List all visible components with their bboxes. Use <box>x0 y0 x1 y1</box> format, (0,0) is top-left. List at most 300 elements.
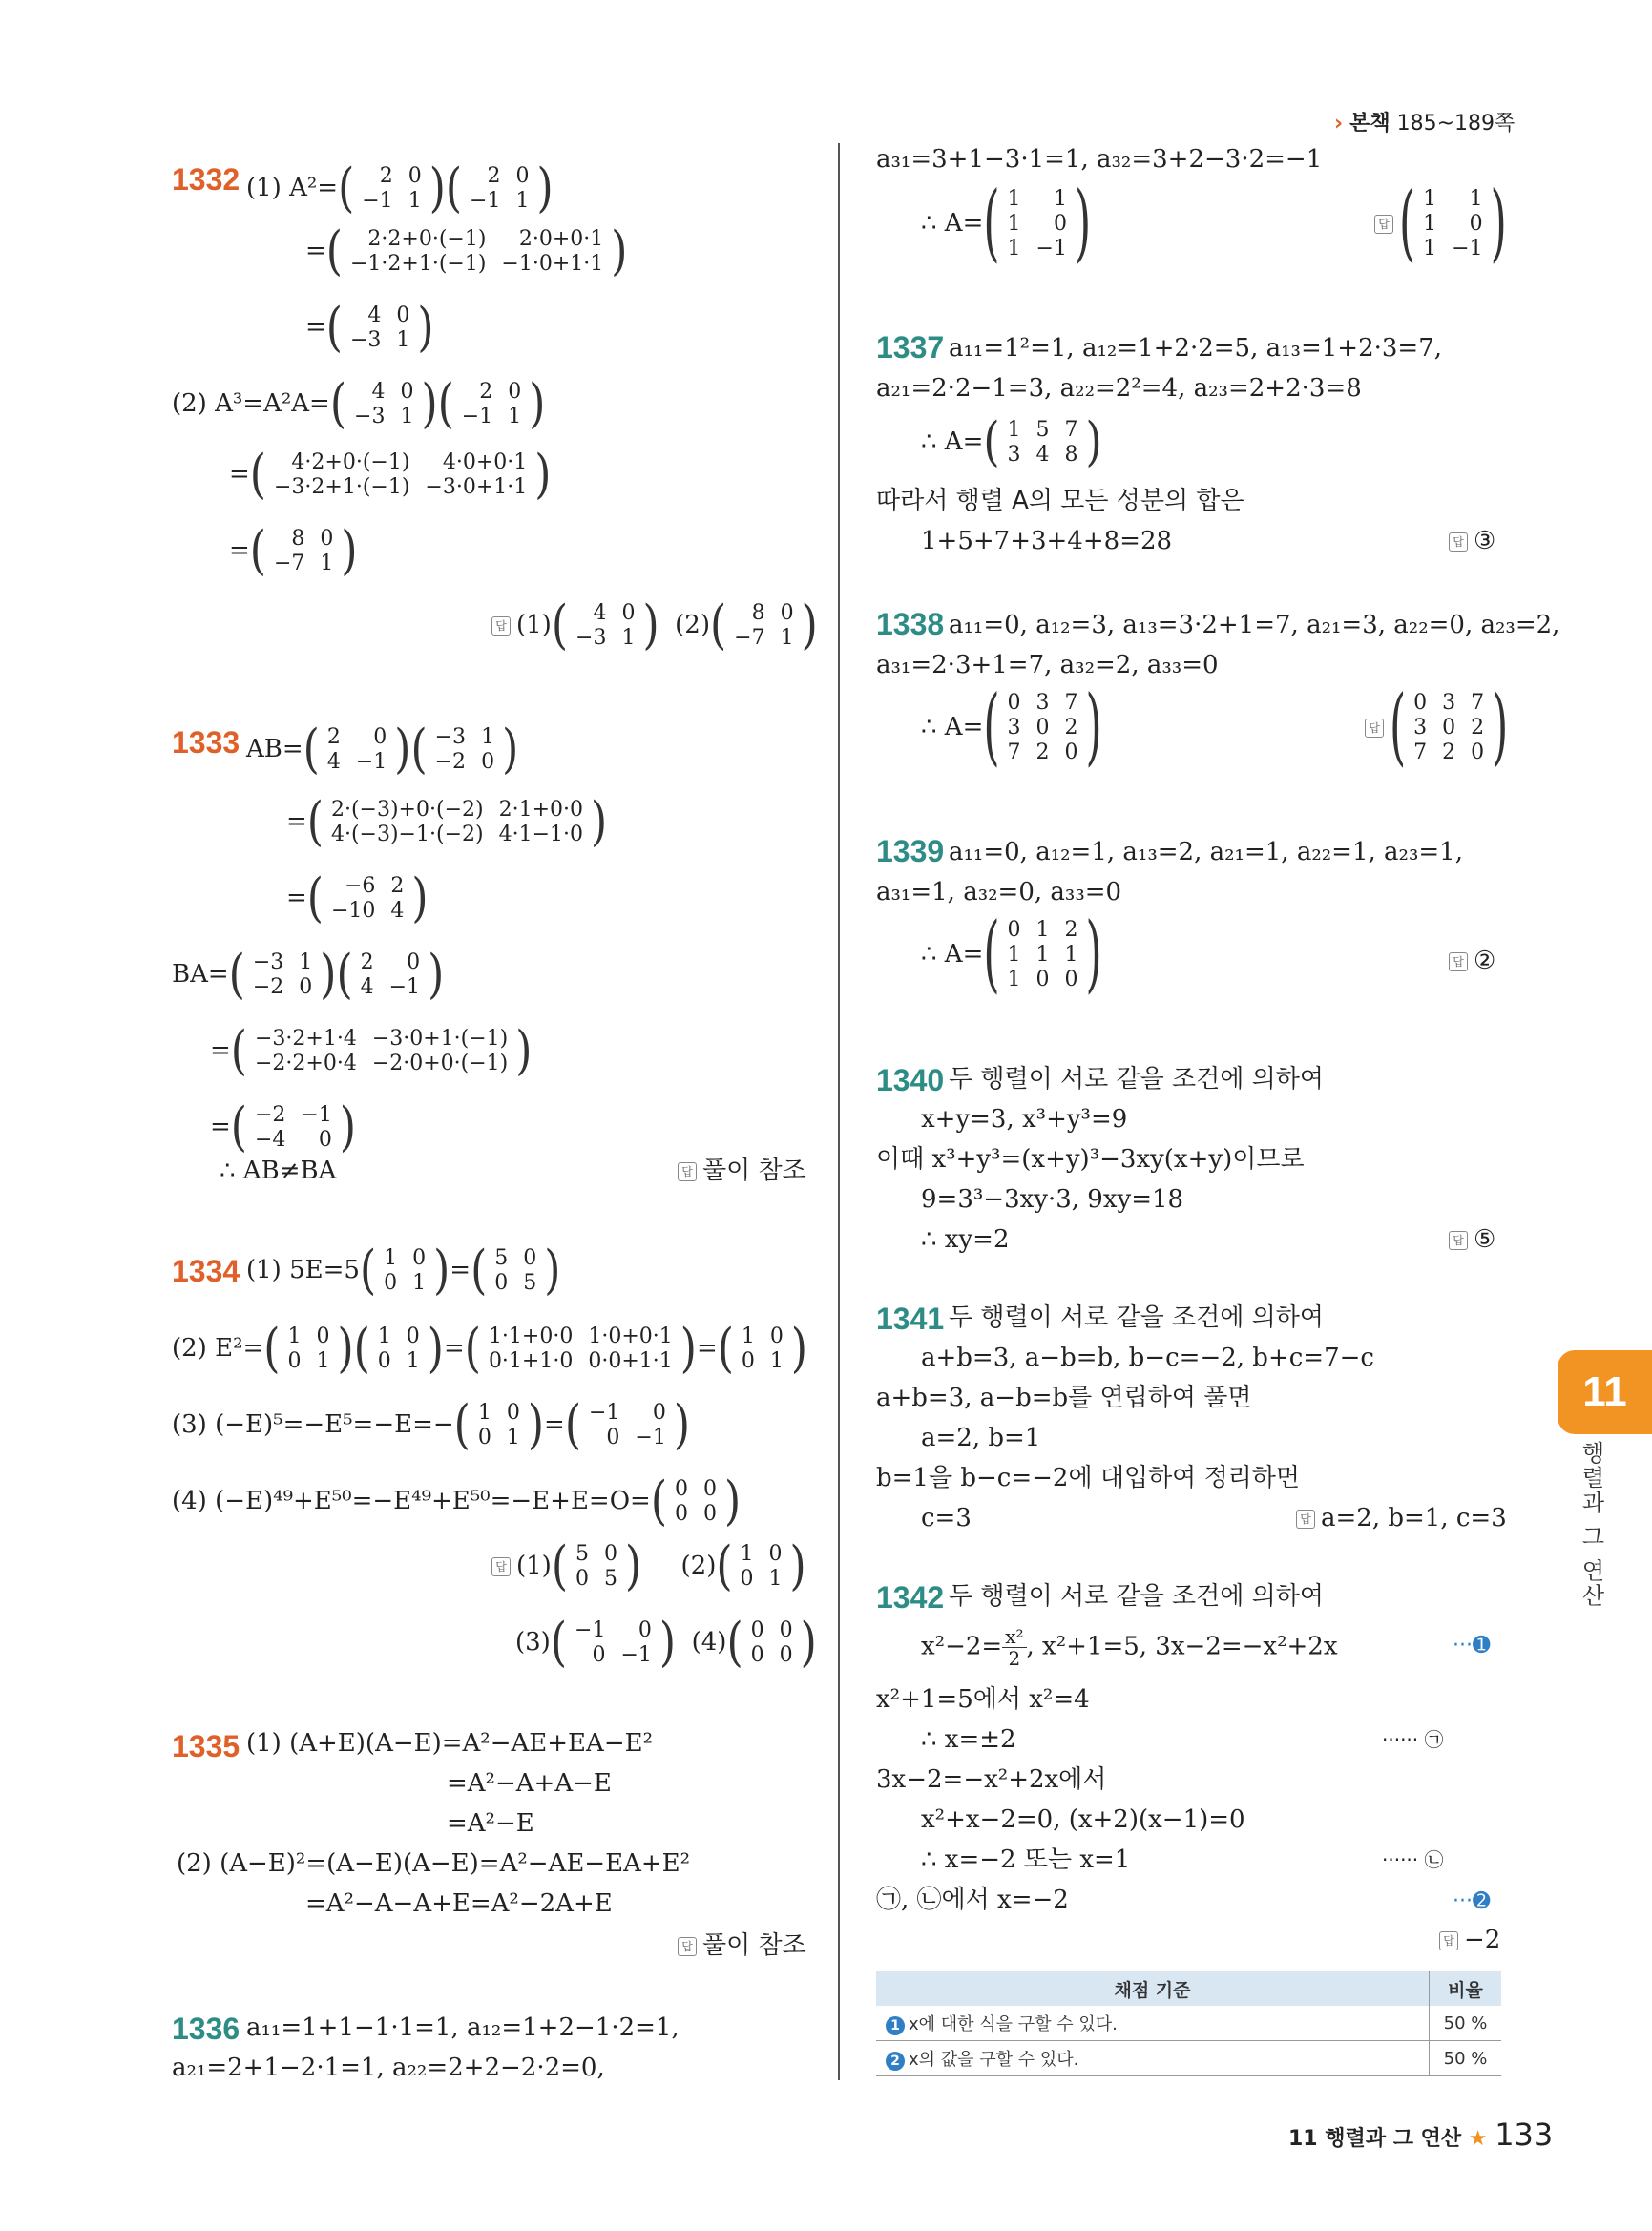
p1342-line3: x²+1=5에서 x²=4 <box>876 1685 1090 1714</box>
bracket-right: ) <box>800 1612 817 1674</box>
matrix-entry: −10 <box>330 899 376 923</box>
p1342-line1: 두 행렬이 서로 같을 조건에 의하여 <box>949 1582 1324 1611</box>
p1341-line4: a=2, b=1 <box>921 1424 1041 1452</box>
matrix-entry: −7 <box>273 552 305 575</box>
matrix <box>303 719 411 781</box>
p1341-line2: a+b=3, a−b=b, b−c=−2, b+c=7−c <box>921 1344 1374 1372</box>
matrix-entry: −3·0+1·(−1) <box>371 1027 509 1051</box>
bracket-right: ) <box>625 1535 642 1597</box>
matrix-entry: −3·2+1·4 <box>254 1027 357 1051</box>
matrix-entry: 0 <box>750 1643 764 1667</box>
p1336-line2: a₂₁=2+1−2·1=1, a₂₂=2+2−2·2=0, <box>172 2054 605 2082</box>
bracket-right: ) <box>341 520 358 582</box>
p1335-line3: =A²−E <box>447 1809 534 1838</box>
matrix-entry: 0 <box>1035 716 1050 740</box>
matrix-entry: 1 <box>741 1324 755 1348</box>
p1336-line3: a₃₁=3+1−3·1=1, a₃₂=3+2−3·2=−1 <box>876 145 1323 174</box>
matrix-entry: 0 <box>780 601 794 625</box>
bracket-left: ( <box>983 175 1000 272</box>
criteria-text: x의 값을 구할 수 있다. <box>909 2050 1079 2070</box>
matrix-entry: −1 <box>588 1401 620 1425</box>
chapter-tab: 11 <box>1558 1350 1652 1434</box>
matrix-entry: 4 <box>390 899 405 923</box>
matrix-entry: 1 <box>1423 212 1437 236</box>
matrix-entry: 0 <box>779 1618 793 1642</box>
matrix-grid <box>370 1324 428 1374</box>
bracket-right: ) <box>1490 175 1507 272</box>
answer-icon: 답 <box>1365 719 1384 738</box>
matrix-entry: −1 <box>301 1103 332 1127</box>
answer-icon: 답 <box>1449 952 1468 971</box>
matrix <box>410 719 519 781</box>
bracket-left: ( <box>445 157 463 219</box>
bracket-right: ) <box>529 373 546 435</box>
matrix <box>717 1318 808 1380</box>
matrix-entry: −1 <box>355 750 387 774</box>
matrix-entry: 2 <box>379 164 393 188</box>
chapter-side-title: 행렬과 그 연산 <box>1578 1441 1604 1609</box>
bracket-left: ( <box>437 373 454 435</box>
matrix-entry: −4 <box>254 1128 286 1152</box>
p1335-line4: (2) (A−E)²=(A−E)(A−E)=A²−AE−EA+E² <box>177 1849 691 1878</box>
matrix-entry: 1 <box>1007 237 1021 261</box>
matrix-entry: 1 <box>1035 943 1050 967</box>
matrix-grid <box>376 1246 433 1296</box>
matrix-entry: −1·2+1·(−1) <box>349 252 487 276</box>
matrix-grid <box>1000 691 1086 765</box>
matrix-entry: 0 <box>506 1401 520 1425</box>
matrix-grid <box>568 601 642 651</box>
bracket-left: ( <box>410 719 428 781</box>
matrix-entry: 4 <box>360 975 374 999</box>
matrix-entry: −1 <box>461 405 493 428</box>
matrix-entry: −7 <box>734 626 765 650</box>
column-divider <box>838 143 840 2080</box>
matrix-entry: 1 <box>740 1542 754 1566</box>
problem-number-1338: 1338 <box>876 607 945 641</box>
matrix <box>1390 678 1509 776</box>
matrix-entry: 8 <box>751 601 765 625</box>
bracket-left: ( <box>726 1612 743 1674</box>
p1335-line2: =A²−A+A−E <box>447 1769 612 1798</box>
matrix-entry: 0 <box>1471 740 1485 764</box>
matrix-grid <box>568 1542 625 1592</box>
matrix-entry: 1 <box>1469 187 1483 211</box>
step-number-icon: 2 <box>886 2052 905 2071</box>
matrix <box>325 220 628 282</box>
matrix-grid <box>346 380 421 429</box>
p1342-line5: 3x−2=−x²+2x에서 <box>876 1765 1107 1794</box>
matrix-entry: 1 <box>412 1271 427 1295</box>
matrix-grid <box>667 1477 724 1527</box>
matrix-entry: 1 <box>1064 943 1078 967</box>
matrix <box>306 791 608 853</box>
bracket-right: ) <box>527 1394 545 1456</box>
bracket-right: ) <box>427 1318 444 1380</box>
problem-number-1335: 1335 <box>172 1729 240 1763</box>
matrix <box>564 1394 691 1456</box>
bracket-right: ) <box>611 220 628 282</box>
p1333-line7: ∴ AB≠BA <box>220 1157 337 1185</box>
matrix-entry: 3 <box>1413 716 1428 740</box>
answer-icon: 답 <box>678 1937 697 1956</box>
p1336-line1: a₁₁=1+1−1·1=1, a₁₂=1+2−1·2=1, <box>246 2013 680 2042</box>
p1341-line3: a+b=3, a−b=b를 연립하여 풀면 <box>876 1384 1252 1412</box>
p1332-line5: = ( 4·2+0·(−1) 4·0+0·1 −3·2+1·(−1) −3·0+1·1 ) <box>229 444 552 506</box>
matrix-entry: 1 <box>396 328 410 352</box>
matrix-entry: 2 <box>1471 716 1485 740</box>
matrix-grid <box>343 227 611 277</box>
matrix-entry: 2·1+0·0 <box>498 798 583 822</box>
p1338-line3: ∴ A= ( 0 3 7 3 0 2 7 2 0 ) <box>921 678 1102 776</box>
p1340-line3: 이때 x³+y³=(x+y)³−3xy(x+y)이므로 <box>876 1145 1305 1174</box>
p1342-line8: ㉠, ㉡에서 x=−2 <box>876 1886 1069 1914</box>
matrix-entry: 7 <box>1064 418 1078 442</box>
matrix-entry: 0 <box>1007 918 1021 942</box>
matrix-grid <box>454 380 529 429</box>
matrix-entry: 7 <box>1471 691 1485 715</box>
matrix-grid <box>324 874 411 924</box>
p1338-answer <box>1365 678 1509 776</box>
bracket-left: ( <box>329 373 347 435</box>
matrix-entry: 2 <box>360 950 374 974</box>
matrix-entry: 0 <box>604 1542 618 1566</box>
matrix <box>263 1318 354 1380</box>
matrix-grid <box>471 1401 528 1450</box>
matrix-entry: 4·2+0·(−1) <box>291 450 410 474</box>
matrix <box>983 411 1102 473</box>
matrix <box>471 1240 561 1302</box>
problem-number-1342: 1342 <box>876 1580 945 1615</box>
bracket-left: ( <box>716 1535 733 1597</box>
matrix-entry: 1 <box>621 626 636 650</box>
p1337-line2: a₂₁=2·2−1=3, a₂₂=2²=4, a₂₃=2+2·3=8 <box>876 374 1362 403</box>
matrix-entry: 0 <box>741 1349 755 1373</box>
matrix-entry: 4·1−1·0 <box>498 823 583 846</box>
page-number: 133 <box>1495 2116 1554 2153</box>
matrix-grid <box>266 527 341 576</box>
matrix-grid <box>245 950 320 1000</box>
p1337-line5: 1+5+7+3+4+8=28 <box>921 527 1173 555</box>
matrix-entry: 4 <box>326 750 341 774</box>
p1340-line1: 두 행렬이 서로 같을 조건에 의하여 <box>949 1065 1324 1094</box>
matrix-entry: 4 <box>593 601 607 625</box>
matrix-grid <box>567 1618 659 1668</box>
matrix-entry: 0 <box>1053 212 1067 236</box>
answer-icon: 답 <box>491 616 511 636</box>
matrix <box>325 297 434 359</box>
bracket-right: ) <box>534 444 552 506</box>
matrix-entry: 1 <box>400 405 414 428</box>
matrix-entry: 2·(−3)+0·(−2) <box>330 798 484 822</box>
bracket-right: ) <box>642 594 659 657</box>
matrix-grid <box>481 1324 680 1374</box>
chevron-right-icon: › <box>1334 112 1344 136</box>
p1333-answer: 답 풀이 참조 <box>678 1157 806 1185</box>
bracket-right: ) <box>1085 678 1102 776</box>
matrix-entry: 1 <box>287 1324 302 1348</box>
matrix-entry: 1 <box>1007 187 1021 211</box>
p1340-line4: 9=3³−3xy·3, 9xy=18 <box>921 1185 1184 1214</box>
matrix-entry: 2 <box>487 164 501 188</box>
bracket-left: ( <box>228 944 245 1006</box>
matrix-entry: 2 <box>326 725 341 749</box>
bracket-left: ( <box>983 678 1000 776</box>
matrix-grid <box>320 725 394 775</box>
matrix-grid <box>247 1103 340 1153</box>
matrix-grid <box>1406 691 1492 765</box>
matrix-entry: 0 <box>494 1271 509 1295</box>
bracket-left: ( <box>983 411 1000 473</box>
matrix-entry: 3 <box>1442 691 1456 715</box>
matrix-grid <box>266 450 534 500</box>
p1341-line6: c=3 <box>921 1504 972 1533</box>
bracket-left: ( <box>453 1394 471 1456</box>
matrix-entry: 0 <box>779 1643 793 1667</box>
p1332-line4: (2) A³=A²A= ( 4 0 −3 1 ) ( 2 0 −1 1 ) <box>172 373 546 435</box>
matrix-grid <box>1000 918 1086 992</box>
matrix-entry: −3 <box>349 328 382 352</box>
answer-icon: 답 <box>678 1162 697 1181</box>
problem-number-1339: 1339 <box>876 834 945 868</box>
matrix-entry: 0 <box>702 1477 717 1501</box>
matrix-entry: 7 <box>1413 740 1428 764</box>
p1337-line1: a₁₁=1²=1, a₁₂=1+2·2=5, a₁₃=1+2·3=7, <box>949 334 1443 363</box>
matrix <box>551 594 659 657</box>
answer-icon: 답 <box>1439 1931 1458 1950</box>
bracket-right: ) <box>429 157 446 219</box>
matrix-entry: 0 <box>575 1567 590 1591</box>
matrix <box>359 1240 450 1302</box>
bracket-left: ( <box>249 444 266 506</box>
bracket-left: ( <box>325 220 343 282</box>
matrix <box>453 1394 545 1456</box>
matrix-entry: 0 <box>400 380 414 404</box>
matrix-entry: 0·0+1·1 <box>588 1349 673 1373</box>
matrix-entry: −1·0+1·1 <box>501 252 604 276</box>
matrix-entry: 4 <box>1035 443 1050 467</box>
matrix-entry: 2 <box>1442 740 1456 764</box>
matrix-entry: 0 <box>320 527 334 551</box>
matrix-grid <box>487 1246 544 1296</box>
p1342-line4: ∴ x=±2 <box>921 1725 1016 1754</box>
matrix-entry: 2·0+0·1 <box>518 227 604 251</box>
matrix-grid <box>428 725 502 775</box>
bracket-right: ) <box>428 944 445 1006</box>
bracket-left: ( <box>336 944 353 1006</box>
matrix-entry: −1 <box>620 1643 652 1667</box>
matrix-entry: 3 <box>1035 691 1050 715</box>
matrix <box>230 1096 357 1158</box>
p1334-line1: (1) 5E=5 ( 1 0 0 1 ) = ( 5 0 0 5 ) <box>246 1240 561 1302</box>
grading-header-criteria: 채점 기준 <box>876 1971 1430 2006</box>
bracket-right: ) <box>502 719 519 781</box>
p1337-line3: ∴ A= ( 1 5 7 3 4 8 ) <box>921 411 1102 473</box>
matrix-entry: 1 <box>406 1349 420 1373</box>
matrix-entry: 3 <box>1007 716 1021 740</box>
matrix-entry: 1 <box>1053 187 1067 211</box>
p1333-line4: BA= ( −3 1 −2 0 ) ( 2 0 4 −1 ) <box>172 944 445 1006</box>
matrix-entry: 1 <box>299 950 313 974</box>
p1342-answer: 답 −2 <box>1439 1926 1500 1954</box>
matrix <box>710 594 818 657</box>
matrix-entry: 2 <box>1064 918 1078 942</box>
matrix-entry: 0 <box>407 950 421 974</box>
p1334-line3: (3) (−E)⁵=−E⁵=−E=− ( 1 0 0 1 ) = ( −1 0 0 −1 ) <box>172 1394 691 1456</box>
matrix-grid <box>1000 187 1075 261</box>
p1332-line3: = ( 4 0 −3 1 ) <box>305 297 434 359</box>
matrix-entry: 0 <box>523 1246 537 1270</box>
matrix-entry: 3 <box>1007 443 1021 467</box>
matrix-entry: 0 <box>674 1502 688 1526</box>
criteria-text: x에 대한 식을 구할 수 있다. <box>909 2014 1118 2034</box>
matrix-entry: −3 <box>434 725 467 749</box>
matrix-entry: 0 <box>1007 691 1021 715</box>
matrix <box>650 1470 742 1533</box>
matrix-entry: 1·0+0·1 <box>588 1324 673 1348</box>
bracket-left: ( <box>263 1318 281 1380</box>
p1332-line2: = ( 2·2+0·(−1) 2·0+0·1 −1·2+1·(−1) −1·0+1·1 ) <box>305 220 628 282</box>
bracket-left: ( <box>564 1394 581 1456</box>
p1340-line5: ∴ xy=2 <box>921 1225 1010 1254</box>
bracket-left: ( <box>551 1535 569 1597</box>
matrix <box>306 867 429 929</box>
matrix-grid <box>726 601 801 651</box>
bracket-right: ) <box>723 1470 742 1533</box>
bracket-left: ( <box>338 157 355 219</box>
matrix-entry: 0 <box>1064 968 1078 991</box>
problem-number-1334: 1334 <box>172 1254 240 1288</box>
matrix-entry: 8 <box>1064 443 1078 467</box>
problem-number-1333: 1333 <box>172 725 240 760</box>
matrix <box>329 373 438 435</box>
matrix <box>228 944 337 1006</box>
bracket-left: ( <box>551 594 569 657</box>
matrix-entry: −1 <box>388 975 421 999</box>
matrix-grid <box>324 798 591 847</box>
matrix-entry: 0 <box>652 1401 666 1425</box>
matrix-grid <box>280 1324 337 1374</box>
matrix-entry: 1 <box>1035 918 1050 942</box>
p1335-answer: 답 풀이 참조 <box>678 1931 806 1960</box>
bracket-left: ( <box>306 791 324 853</box>
bracket-left: ( <box>230 1020 247 1082</box>
matrix-entry: 7 <box>1007 740 1021 764</box>
matrix-entry: 0 <box>477 1426 491 1449</box>
matrix-entry: 0 <box>299 975 313 999</box>
matrix <box>249 520 358 582</box>
matrix-entry: 0 <box>318 1128 332 1152</box>
matrix-entry: 1 <box>1007 212 1021 236</box>
matrix-entry: 0 <box>750 1618 764 1642</box>
matrix-entry: 1 <box>1423 237 1437 261</box>
bracket-right: ) <box>1492 678 1509 776</box>
matrix-entry: 5 <box>604 1567 618 1591</box>
matrix-entry: 0 <box>702 1502 717 1526</box>
p1336-answer <box>1374 175 1507 272</box>
matrix-entry: −2·0+0·(−1) <box>371 1052 509 1075</box>
p1339-line2: a₃₁=1, a₃₂=0, a₃₃=0 <box>876 878 1122 907</box>
table-row <box>876 2006 1501 2041</box>
matrix-grid <box>353 950 428 1000</box>
p1335-line1: (1) (A+E)(A−E)=A²−AE+EA−E² <box>246 1729 654 1758</box>
matrix-entry: 0 <box>377 1349 391 1373</box>
p1339-line1: a₁₁=0, a₁₂=1, a₁₃=2, a₂₁=1, a₂₂=1, a₂₃=1, <box>949 838 1463 866</box>
matrix-entry: 1 <box>1007 943 1021 967</box>
matrix-entry: 2 <box>390 874 405 898</box>
matrix-entry: 2 <box>479 380 493 404</box>
matrix-grid <box>462 164 536 214</box>
matrix-entry: 0 <box>1064 740 1078 764</box>
bracket-right: ) <box>544 1240 561 1302</box>
matrix-entry: 2 <box>1035 740 1050 764</box>
marker-a: ······ ㉠ <box>1382 1728 1444 1751</box>
grading-header-ratio: 비율 <box>1430 1971 1502 2006</box>
grading-header-row <box>876 1971 1501 2006</box>
p1338-line1: a₁₁=0, a₁₂=3, a₁₃=3·2+1=7, a₂₁=3, a₂₂=0, a₂₃=2, <box>949 611 1560 639</box>
matrix-entry: 0 <box>1469 212 1483 236</box>
p1340-answer: 답 ⑤ <box>1449 1225 1495 1254</box>
p1333-line6: = ( −2 −1 −4 0 ) <box>210 1096 357 1158</box>
bracket-left: ( <box>359 1240 377 1302</box>
matrix-entry: 5 <box>1035 418 1050 442</box>
matrix-entry: 1 <box>1007 418 1021 442</box>
answer-icon: 답 <box>491 1557 511 1576</box>
matrix-grid <box>734 1324 791 1374</box>
matrix <box>716 1535 806 1597</box>
matrix-entry: 5 <box>575 1542 590 1566</box>
matrix-entry: −3 <box>252 950 284 974</box>
matrix-grid <box>743 1618 801 1668</box>
matrix-entry: −2 <box>252 975 284 999</box>
answer-icon: 답 <box>1449 532 1468 552</box>
matrix <box>726 1612 817 1674</box>
matrix <box>336 944 445 1006</box>
matrix-entry: 0 <box>373 725 387 749</box>
matrix-grid <box>247 1027 515 1076</box>
p1334-line4: (4) (−E)⁴⁹+E⁵⁰=−E⁴⁹+E⁵⁰=−E+E=O= ( 0 0 0 0 ) <box>172 1470 742 1533</box>
matrix-entry: −1 <box>1035 237 1067 261</box>
table-row <box>876 2041 1501 2076</box>
bracket-right: ) <box>421 373 438 435</box>
bracket-left: ( <box>325 297 343 359</box>
step-1-marker: ···➊ <box>1453 1634 1491 1658</box>
matrix-entry: 0 <box>481 750 495 774</box>
matrix-entry: 5 <box>494 1246 509 1270</box>
matrix-entry: 0 <box>740 1567 754 1591</box>
bracket-left: ( <box>717 1318 734 1380</box>
matrix-entry: 0 <box>621 601 636 625</box>
matrix <box>249 444 552 506</box>
matrix-entry: −1 <box>1452 237 1483 261</box>
bracket-left: ( <box>303 719 320 781</box>
matrix-entry: 0 <box>674 1477 688 1501</box>
matrix-entry: 1 <box>408 189 422 213</box>
matrix-entry: 0·1+1·0 <box>488 1349 574 1373</box>
matrix <box>1399 175 1507 272</box>
matrix-entry: 4 <box>367 303 382 327</box>
matrix-entry: 2 <box>1064 716 1078 740</box>
p1339-answer: 답 ② <box>1449 947 1495 975</box>
bracket-right: ) <box>417 297 434 359</box>
p1341-line5: b=1을 b−c=−2에 대입하여 정리하면 <box>876 1464 1301 1492</box>
matrix-entry: 0 <box>408 164 422 188</box>
ref-pages: 185~189쪽 <box>1396 112 1516 136</box>
matrix <box>464 1318 697 1380</box>
matrix-entry: −1 <box>575 1618 606 1642</box>
p1337-line4: 따라서 행렬 A의 모든 성분의 합은 <box>876 487 1244 515</box>
matrix-entry: 1 <box>508 405 522 428</box>
